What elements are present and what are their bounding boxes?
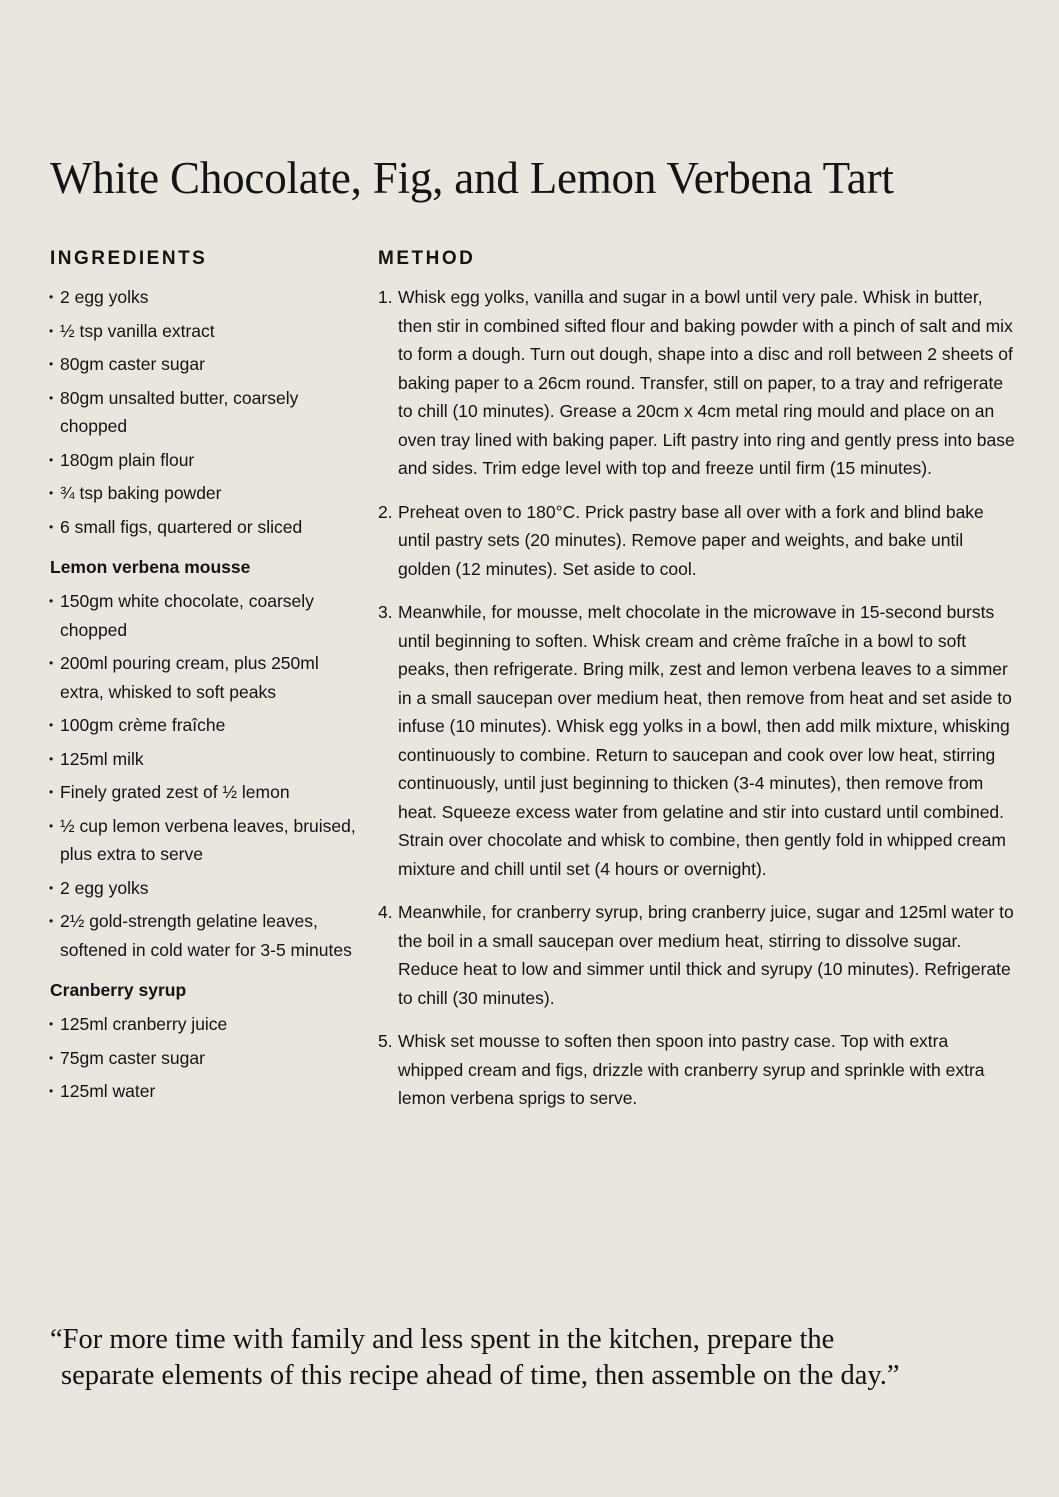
- quote-line-2: separate elements of this recipe ahead of time, then assemble on the day.”: [61, 1360, 900, 1391]
- ingredient-item: • 125ml cranberry juice: [50, 1010, 360, 1039]
- ingredient-item: • 2 egg yolks: [50, 283, 360, 312]
- quote-line-1: “For more time with family and less spent in the kitchen, prepare the: [50, 1324, 835, 1355]
- ingredient-item: • 150gm white chocolate, coarsely chopped: [50, 587, 360, 644]
- ingredient-item: • 2½ gold-strength gelatine leaves, softened in cold water for 3-5 minutes: [50, 907, 360, 964]
- ingredient-item: • 200ml pouring cream, plus 250ml extra, whisked to soft peaks: [50, 649, 360, 706]
- syrup-subheading: Cranberry syrup: [50, 980, 187, 1000]
- ingredient-item: • ¾ tsp baking powder: [50, 479, 360, 508]
- ingredient-item: • 125ml water: [50, 1077, 360, 1106]
- method-column: [378, 247, 1018, 1128]
- pastry-ingredients-list: [50, 283, 360, 541]
- step-number: 3.: [378, 602, 393, 622]
- ingredient-item: • 125ml milk: [50, 745, 360, 774]
- step-text: Preheat oven to 180°C. Prick pastry base all over with a fork and blind bake until pastry sets (20 minutes). Remove paper and weights, and bake until golden (12 minutes). Set aside to cool.: [398, 501, 984, 579]
- step-text: Whisk set mousse to soften then spoon into pastry case. Top with extra whipped cream and figs, drizzle with cranberry syrup and sprinkle with extra lemon verbena sprigs to serve.: [398, 1031, 985, 1108]
- ingredient-item: • 6 small figs, quartered or sliced: [50, 513, 360, 542]
- ingredient-item: • 180gm plain flour: [50, 446, 360, 475]
- step-number: 4.: [378, 902, 393, 922]
- mousse-subheading: Lemon verbena mousse: [50, 557, 251, 577]
- ingredient-item: • 100gm crème fraîche: [50, 711, 360, 740]
- step-text: Meanwhile, for mousse, melt chocolate in the microwave in 15-second bursts until beginning to soften. Whisk cream and crème fraîche in a bowl to soft peaks, then refrigerate. Bring milk, zest and lemon verbena leaves to a simmer in a small saucepan over medium heat, then remove from heat and set aside to infuse (10 minutes). Whisk egg yolks in a bowl, then add milk mixture, whisking continuously to combine. Return to saucepan and cook over low heat, stirring continuously, until just beginning to thicken (3-4 minutes), then remove from heat. Squeeze excess water from gelatine and stir into custard until combined. Strain over chocolate and whisk to combine, then gently fold in whipped cream mixture and chill until set (4 hours or overnight).: [398, 602, 1012, 879]
- method-step: [378, 283, 1018, 483]
- ingredient-item: • 2 egg yolks: [50, 874, 360, 903]
- method-step: [378, 898, 1018, 1012]
- method-step: [378, 1027, 1018, 1113]
- ingredients-column: [50, 247, 360, 1111]
- ingredient-item: • 75gm caster sugar: [50, 1044, 360, 1073]
- method-step: [378, 498, 1018, 584]
- ingredient-item: • ½ cup lemon verbena leaves, bruised, plus extra to serve: [50, 812, 360, 869]
- ingredients-heading: INGREDIENTS: [50, 248, 208, 269]
- method-step: [378, 598, 1018, 883]
- step-number: 2.: [378, 501, 393, 522]
- mousse-ingredients-list: [50, 587, 360, 964]
- ingredient-item: • 80gm unsalted butter, coarsely chopped: [50, 384, 360, 441]
- pull-quote: [50, 1322, 1030, 1394]
- ingredient-item: • Finely grated zest of ½ lemon: [50, 778, 360, 807]
- ingredient-item: • ½ tsp vanilla extract: [50, 317, 360, 346]
- step-text: Meanwhile, for cranberry syrup, bring cranberry juice, sugar and 125ml water to the boil in a small saucepan over medium heat, stirring to dissolve sugar. Reduce heat to low and simmer until thick and syrupy (10 minutes). Refrigerate to chill (30 minutes).: [398, 902, 1014, 1008]
- syrup-ingredients-list: [50, 1010, 360, 1106]
- step-number: 5.: [378, 1031, 393, 1051]
- step-number: 1.: [378, 287, 393, 307]
- recipe-title: White Chocolate, Fig, and Lemon Verbena Tart: [50, 153, 894, 203]
- method-heading: METHOD: [378, 248, 476, 269]
- method-steps-list: [378, 283, 1018, 1113]
- ingredient-item: • 80gm caster sugar: [50, 350, 360, 379]
- step-text: Whisk egg yolks, vanilla and sugar in a bowl until very pale. Whisk in butter, then stir in combined sifted flour and baking powder with a pinch of salt and mix to form a dough. Turn out dough, shape into a disc and roll between 2 sheets of baking paper to a 26cm round. Transfer, still on paper, to a tray and refrigerate to chill (10 minutes). Grease a 20cm x 4cm metal ring mould and place on an oven tray lined with baking paper. Lift pastry into ring and gently press into base and sides. Trim edge level with top and freeze until firm (15 minutes).: [398, 287, 1015, 478]
